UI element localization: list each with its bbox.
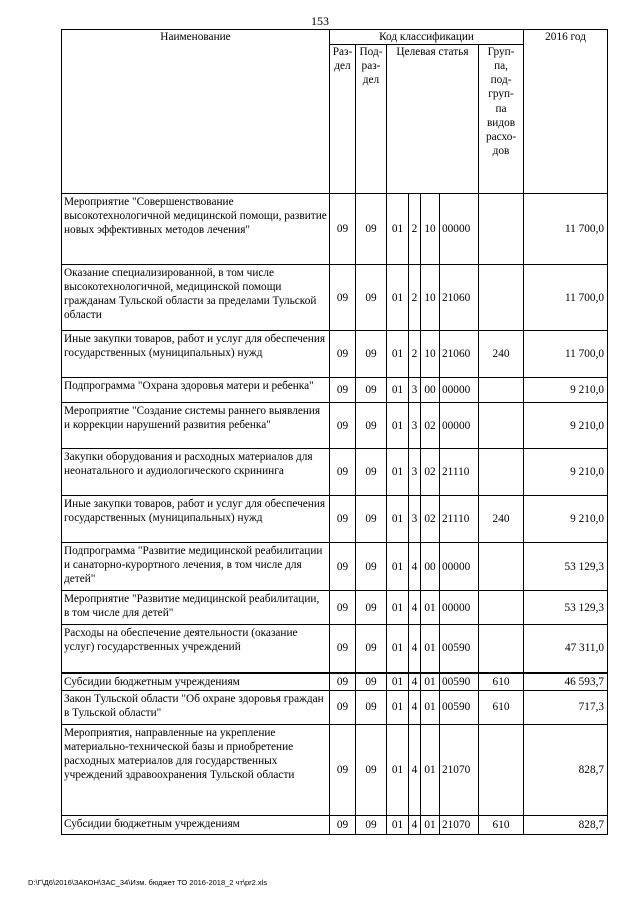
header-target: Целевая статья <box>387 45 479 194</box>
row-expense-group: 610 <box>479 815 524 834</box>
row-name: Оказание специализированной, в том числе высокотехнологичной, медицинской помощи гражданам Тульской области за пределами Тульской области <box>62 265 330 331</box>
row-expense-group: 240 <box>479 496 524 543</box>
row-target-subprogram: 4 <box>409 591 421 625</box>
row-target-event: 10 <box>421 331 440 378</box>
row-amount: 11 700,0 <box>524 194 608 265</box>
row-target-program: 01 <box>387 496 409 543</box>
row-target-event: 00 <box>421 543 440 591</box>
row-podrazdel: 09 <box>356 815 387 834</box>
table-row <box>62 378 608 403</box>
budget-table <box>61 29 608 835</box>
row-target-subprogram: 4 <box>409 690 421 724</box>
row-podrazdel: 09 <box>356 543 387 591</box>
row-target-program: 01 <box>387 265 409 331</box>
row-amount: 53 129,3 <box>524 591 608 625</box>
row-razdel: 09 <box>330 449 356 496</box>
row-target-direction: 00000 <box>440 543 479 591</box>
row-target-subprogram: 4 <box>409 673 421 691</box>
row-razdel: 09 <box>330 815 356 834</box>
table-row <box>62 331 608 378</box>
row-target-subprogram: 4 <box>409 543 421 591</box>
row-amount: 11 700,0 <box>524 331 608 378</box>
footer-file-path: D:\Г\Д6\2016\ЗАКОН\ЗАС_34\Изм. бюджет ТО 2016-2018_2 чт\pr2.xls <box>28 878 268 887</box>
row-target-event: 01 <box>421 724 440 815</box>
row-target-program: 01 <box>387 403 409 449</box>
row-target-program: 01 <box>387 673 409 691</box>
row-razdel: 09 <box>330 690 356 724</box>
row-podrazdel: 09 <box>356 265 387 331</box>
row-target-program: 01 <box>387 378 409 403</box>
row-target-program: 01 <box>387 449 409 496</box>
row-name: Подпрограмма "Развитие медицинской реабилитации и санаторно-курортного лечения, в том числе для детей" <box>62 543 330 591</box>
row-expense-group <box>479 543 524 591</box>
header-podrazdel: Под- раз- дел <box>356 45 387 194</box>
row-target-direction: 21070 <box>440 815 479 834</box>
row-target-subprogram: 3 <box>409 403 421 449</box>
header-razdel: Раз- дел <box>330 45 356 194</box>
row-target-subprogram: 2 <box>409 194 421 265</box>
row-podrazdel: 09 <box>356 496 387 543</box>
table-row <box>62 403 608 449</box>
row-expense-group <box>479 403 524 449</box>
row-amount: 9 210,0 <box>524 403 608 449</box>
row-target-program: 01 <box>387 625 409 673</box>
row-expense-group: 240 <box>479 331 524 378</box>
row-podrazdel: 09 <box>356 194 387 265</box>
row-target-subprogram: 3 <box>409 449 421 496</box>
row-name: Закупки оборудования и расходных материалов для неонатального и аудиологического скрининга <box>62 449 330 496</box>
table-row <box>62 625 608 673</box>
row-podrazdel: 09 <box>356 724 387 815</box>
table-row <box>62 815 608 834</box>
table-row <box>62 496 608 543</box>
row-razdel: 09 <box>330 673 356 691</box>
row-name: Мероприятия, направленные на укрепление материально-технической базы и приобретение расходных материалов для государственных учреждений здравоохранения Тульской области <box>62 724 330 815</box>
row-target-direction: 00000 <box>440 378 479 403</box>
row-target-direction: 00000 <box>440 194 479 265</box>
row-target-subprogram: 2 <box>409 265 421 331</box>
row-name: Субсидии бюджетным учреждениям <box>62 673 330 691</box>
row-target-program: 01 <box>387 815 409 834</box>
row-target-event: 01 <box>421 625 440 673</box>
row-expense-group <box>479 265 524 331</box>
row-podrazdel: 09 <box>356 449 387 496</box>
row-target-direction: 21110 <box>440 449 479 496</box>
row-expense-group <box>479 194 524 265</box>
row-razdel: 09 <box>330 724 356 815</box>
header-year: 2016 год <box>524 30 608 194</box>
row-amount: 46 593,7 <box>524 673 608 691</box>
row-target-program: 01 <box>387 591 409 625</box>
row-razdel: 09 <box>330 496 356 543</box>
row-amount: 828,7 <box>524 724 608 815</box>
row-expense-group: 610 <box>479 690 524 724</box>
table-row <box>62 194 608 265</box>
row-amount: 47 311,0 <box>524 625 608 673</box>
row-target-subprogram: 2 <box>409 331 421 378</box>
row-target-event: 02 <box>421 449 440 496</box>
table-row <box>62 265 608 331</box>
row-amount: 11 700,0 <box>524 265 608 331</box>
row-target-subprogram: 4 <box>409 724 421 815</box>
row-razdel: 09 <box>330 543 356 591</box>
row-target-direction: 21060 <box>440 265 479 331</box>
row-target-subprogram: 4 <box>409 815 421 834</box>
row-name: Субсидии бюджетным учреждениям <box>62 815 330 834</box>
table-row <box>62 690 608 724</box>
row-target-program: 01 <box>387 543 409 591</box>
row-podrazdel: 09 <box>356 625 387 673</box>
table-row <box>62 673 608 691</box>
row-name: Иные закупки товаров, работ и услуг для обеспечения государственных (муниципальных) нужд <box>62 496 330 543</box>
row-expense-group <box>479 449 524 496</box>
row-target-subprogram: 3 <box>409 378 421 403</box>
row-amount: 9 210,0 <box>524 449 608 496</box>
row-target-direction: 00590 <box>440 625 479 673</box>
row-name: Иные закупки товаров, работ и услуг для обеспечения государственных (муниципальных) нужд <box>62 331 330 378</box>
row-podrazdel: 09 <box>356 403 387 449</box>
row-expense-group <box>479 625 524 673</box>
row-razdel: 09 <box>330 403 356 449</box>
row-target-program: 01 <box>387 331 409 378</box>
row-razdel: 09 <box>330 625 356 673</box>
row-target-event: 01 <box>421 690 440 724</box>
row-target-program: 01 <box>387 194 409 265</box>
row-target-program: 01 <box>387 724 409 815</box>
row-target-event: 00 <box>421 378 440 403</box>
row-razdel: 09 <box>330 265 356 331</box>
row-target-event: 10 <box>421 194 440 265</box>
row-razdel: 09 <box>330 194 356 265</box>
row-target-subprogram: 3 <box>409 496 421 543</box>
row-podrazdel: 09 <box>356 331 387 378</box>
row-name: Мероприятие "Развитие медицинской реабилитации, в том числе для детей" <box>62 591 330 625</box>
table-row <box>62 591 608 625</box>
row-target-direction: 21110 <box>440 496 479 543</box>
row-target-direction: 00590 <box>440 673 479 691</box>
row-expense-group <box>479 724 524 815</box>
table-body <box>62 194 608 835</box>
row-amount: 828,7 <box>524 815 608 834</box>
row-name: Мероприятие "Совершенствование высокотехнологичной медицинской помощи, развитие новых эффективных методов лечения" <box>62 194 330 265</box>
row-name: Мероприятие "Создание системы раннего выявления и коррекции нарушений развития ребенка" <box>62 403 330 449</box>
row-target-event: 01 <box>421 815 440 834</box>
row-amount: 717,3 <box>524 690 608 724</box>
row-target-direction: 00590 <box>440 690 479 724</box>
row-target-direction: 00000 <box>440 403 479 449</box>
table-row <box>62 543 608 591</box>
row-target-event: 02 <box>421 496 440 543</box>
row-target-event: 01 <box>421 673 440 691</box>
row-amount: 9 210,0 <box>524 378 608 403</box>
row-expense-group <box>479 378 524 403</box>
row-razdel: 09 <box>330 378 356 403</box>
row-target-event: 10 <box>421 265 440 331</box>
row-target-subprogram: 4 <box>409 625 421 673</box>
row-podrazdel: 09 <box>356 690 387 724</box>
page-number: 153 <box>311 14 329 28</box>
row-target-event: 01 <box>421 591 440 625</box>
row-target-event: 02 <box>421 403 440 449</box>
row-razdel: 09 <box>330 591 356 625</box>
row-name: Закон Тульской области "Об охране здоровья граждан в Тульской области" <box>62 690 330 724</box>
row-target-direction: 21060 <box>440 331 479 378</box>
row-podrazdel: 09 <box>356 591 387 625</box>
header-name: Наименование <box>62 30 330 194</box>
row-target-program: 01 <box>387 690 409 724</box>
row-podrazdel: 09 <box>356 378 387 403</box>
table-row <box>62 449 608 496</box>
row-amount: 9 210,0 <box>524 496 608 543</box>
header-group: Груп- па, под- груп- па видов расхо- дов <box>479 45 524 194</box>
row-expense-group: 610 <box>479 673 524 691</box>
row-name: Подпрограмма "Охрана здоровья матери и ребенка" <box>62 378 330 403</box>
table-row <box>62 724 608 815</box>
header-classification: Код классификации <box>330 30 524 45</box>
row-podrazdel: 09 <box>356 673 387 691</box>
row-expense-group <box>479 591 524 625</box>
row-target-direction: 21070 <box>440 724 479 815</box>
row-target-direction: 00000 <box>440 591 479 625</box>
row-name: Расходы на обеспечение деятельности (оказание услуг) государственных учреждений <box>62 625 330 673</box>
row-amount: 53 129,3 <box>524 543 608 591</box>
row-razdel: 09 <box>330 331 356 378</box>
